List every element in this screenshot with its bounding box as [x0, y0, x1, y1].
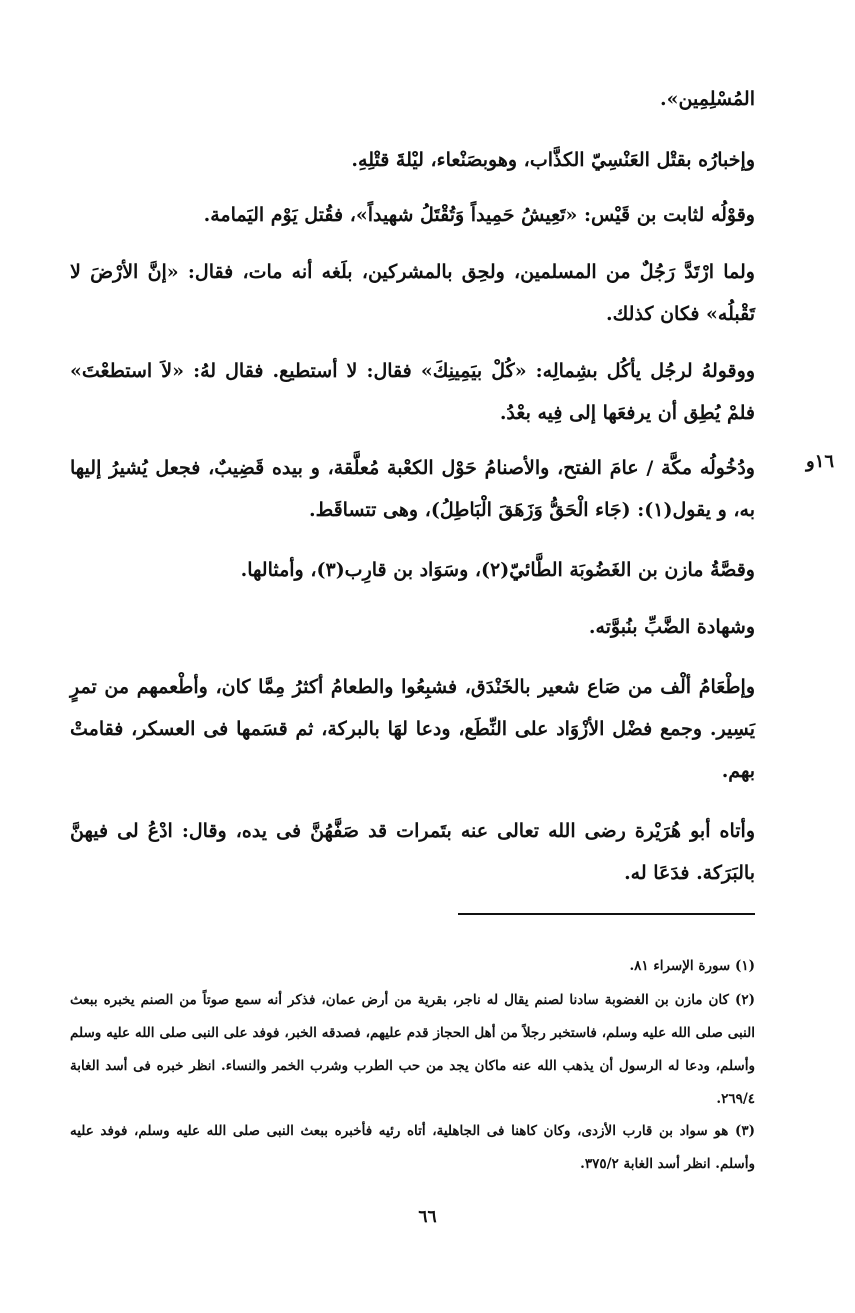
paragraph-8: وشهادة الضَّبِّ بنُبوَّته. — [588, 616, 755, 638]
page-number: ٦٦ — [418, 1207, 437, 1227]
paragraph-7: وقصَّةُ مازن بن الغَضُوبَة الطَّائيّ(٢)، وسَوَاد بن قارِب(٣)، وأمثالها. — [240, 559, 755, 581]
paragraph-10: وأتاه أبو هُرَيْرة رضى الله تعالى عنه بتَمرات قد صَفَّهُنَّ فى يده، وقال: ادْعُ لى فيهنَّ بالبَرَكة. فدَعَا له. — [70, 820, 755, 884]
paragraph-9: وإطْعَامُ ألْف من صَاع شعير بالخَنْدَق، فشبِعُوا والطعامُ أكثرُ مِمَّا كان، وأطْعمهم من تمرٍ يَسِير. وجمع فضْل الأزْوَاد على النِّطَع، ودعا لهَا بالبركة، ثم قسَمها فى العسكر، فقامتْ بهم. — [70, 676, 755, 782]
footnote-2: (٢) كان مازن بن الغضوبة سادنا لصنم يقال له ناجر، بقرية من أرض عمان، فذكر أنه سمع صوتاً من الصنم يخبره ببعث النبى صلى الله عليه وسلم، فاستخبر رجلاً من أهل الحجاز قدم عليهم، فصدقه الخبر، فوفد على النبى صلى الله عليه وسلم وأسلم، ودعا له الرسول أن يذهب الله عنه ماكان يجد من حب الطرب وشرب الخمر والنساء. انظر خبره فى أسد الغابة ٢٦٩/٤. — [70, 992, 755, 1107]
paragraph-2: وإخبارُه بقتْل العَنْسِيّ الكذَّاب، وهوبصَنْعاء، ليْلةَ قتْلِهِ. — [351, 149, 755, 171]
footnote-1: (١) سورة الإسراء ٨١. — [629, 958, 755, 974]
footnote-3: (٣) هو سواد بن قارب الأزدى، وكان كاهنا فى الجاهلية، أتاه رئيه فأخبره ببعث النبى صلى الله عليه وسلم، فوفد عليه وأسلم. انظر أسد الغابة ٣٧٥/٢. — [70, 1123, 755, 1172]
paragraph-3: وقوْلُه لثابت بن قَيْس: «تَعِيشُ حَمِيداً وَتُقْتَلُ شهيداً»، فقُتل يَوْم اليَمامة. — [203, 204, 755, 226]
footnote-separator — [458, 913, 755, 915]
paragraph-6: ودُخُولُه مكَّة / عامَ الفتح، والأصنامُ حَوْل الكعْبة مُعلَّقة، و بيده قَضِيبٌ، فجعل يُشيرُ إليها به، و يقول(١): (جَاء الْحَقُّ وَزَهَقَ الْبَاطِلُ)، وهى تتساقَط. — [70, 457, 755, 521]
folio-margin-note: ١٦و — [805, 451, 835, 472]
paragraph-1: المُسْلِمِين». — [660, 88, 755, 110]
paragraph-5: ووقولهُ لرجُل يأكُل بشِمالِه: «كُلْ بيَمِينِكَ» فقال: لا أستطيع. فقال لهُ: «لاَ استطعْتَ» فلمْ يُطِق أن يرفعَها إلى فِيه بعْدُ. — [70, 360, 755, 424]
paragraph-4: ولما ارْتَدَّ رَجُلٌ من المسلمين، ولحِق بالمشركين، بلَغه أنه مات، فقال: «إنَّ الأرْضَ لا تَقْبلُه» فكان كذلك. — [70, 261, 755, 325]
